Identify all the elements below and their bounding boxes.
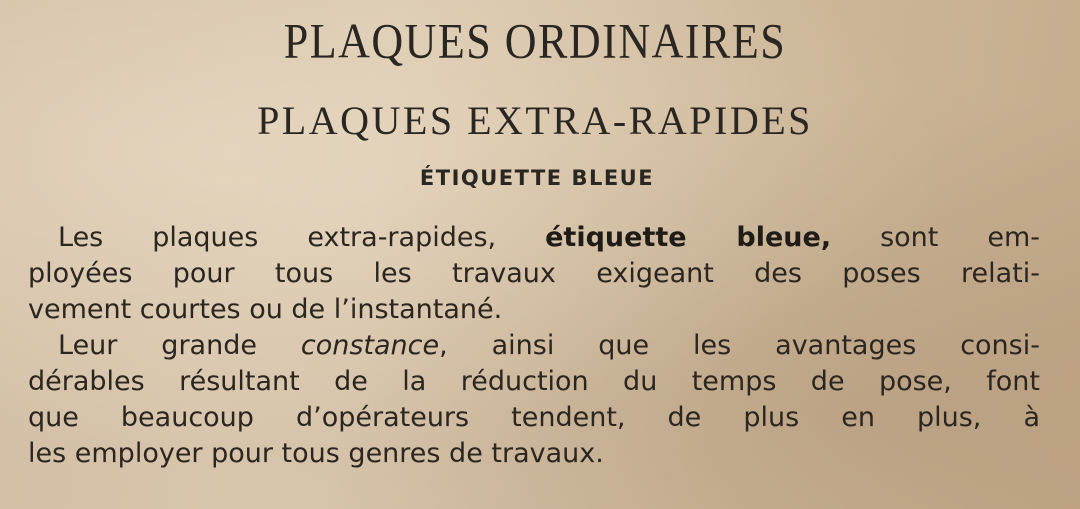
italic-text: constance xyxy=(300,330,440,361)
main-title: PLAQUES ORDINAIRES xyxy=(283,14,787,69)
text-run: , ainsi que les avantages consi- xyxy=(439,330,1040,361)
text-run: Les plaques extra-rapides, xyxy=(58,222,546,253)
label-heading: ÉTIQUETTE BLEUE xyxy=(419,166,655,190)
body-text xyxy=(28,220,1040,472)
paragraph-2-line-2: dérables résultant de la réduction du temps de pose, font xyxy=(28,366,1040,397)
paragraph-2-line-4: les employer pour tous genres de travaux. xyxy=(28,438,604,469)
paragraph-1-line-2: ployées pour tous les travaux exigeant des poses relati- xyxy=(28,258,1040,289)
paragraph-1-line-1 xyxy=(28,220,1040,256)
text-run: Leur grande xyxy=(58,330,301,361)
subtitle: PLAQUES EXTRA-RAPIDES xyxy=(257,98,813,143)
text-run: sont em- xyxy=(831,222,1041,253)
bold-text: étiquette bleue, xyxy=(545,222,832,253)
paragraph-2-line-3: que beaucoup d’opérateurs tendent, de plus en plus, à xyxy=(28,402,1040,433)
paragraph-2-line-1 xyxy=(28,328,1040,364)
paragraph-1-line-3: vement courtes ou de l’instantané. xyxy=(28,294,503,325)
